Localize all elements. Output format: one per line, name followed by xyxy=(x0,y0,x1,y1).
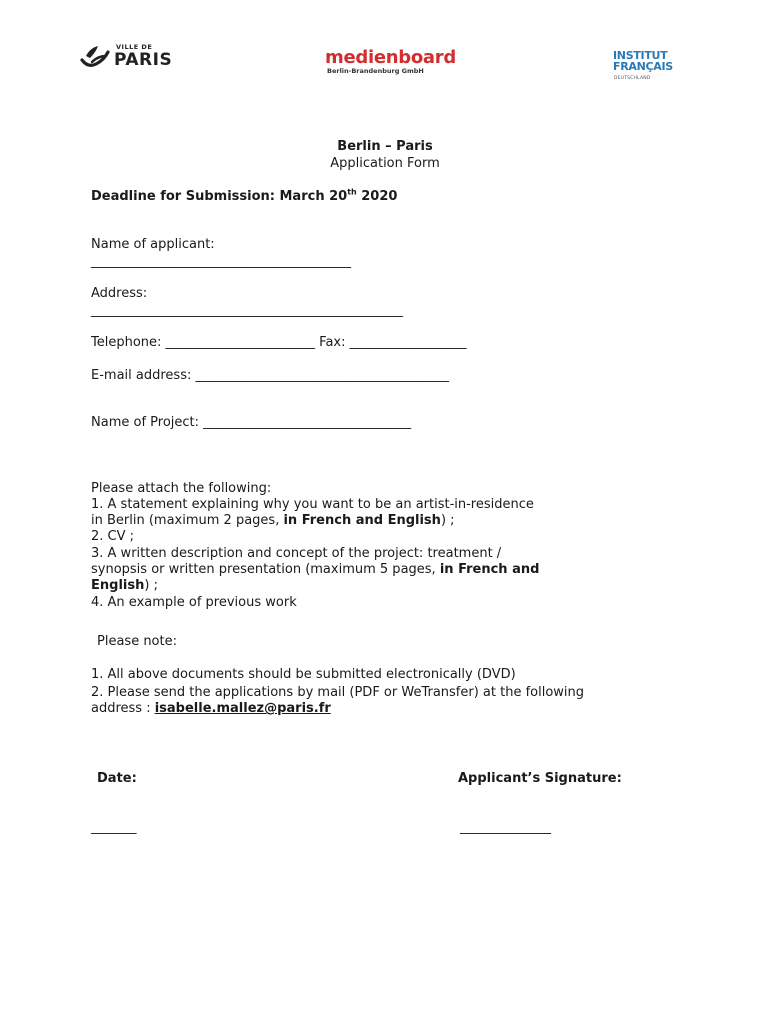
attach-item-1-end: ) ; xyxy=(440,513,455,528)
paris-logo-main-text: PARIS xyxy=(114,50,173,70)
address-label: Address: xyxy=(91,286,148,301)
attach-item-2: 2. CV ; xyxy=(91,529,135,544)
paris-logo-small-text: VILLE DE xyxy=(116,43,153,51)
form-subtitle: Application Form xyxy=(330,156,440,171)
medienboard-logo-subtext: Berlin-Brandenburg GmbH xyxy=(327,67,424,75)
applicant-name-line: ________________________________________ xyxy=(91,254,351,269)
institut-logo-line1: INSTITUT xyxy=(613,49,668,62)
project-name-line: Name of Project: ________________________________ xyxy=(91,415,412,430)
note-item-2-cont xyxy=(91,701,331,717)
paris-emblem-icon xyxy=(78,42,112,72)
note-item-2: 2. Please send the applications by mail (PDF or WeTransfer) at the following xyxy=(91,685,585,700)
applicant-name-label: Name of applicant: xyxy=(91,237,215,252)
attach-item-3-text: synopsis or written presentation (maximum 5 pages, xyxy=(91,562,440,577)
attach-intro: Please attach the following: xyxy=(91,481,272,496)
attach-item-1: 1. A statement explaining why you want to be an artist-in-residence xyxy=(91,497,534,512)
form-title: Berlin – Paris xyxy=(337,139,433,154)
email-line: E-mail address: _______________________________________ xyxy=(91,368,449,383)
telephone-fax-line: Telephone: _______________________ Fax: __________________ xyxy=(91,335,467,350)
contact-email-link[interactable]: isabelle.mallez@paris.fr xyxy=(154,701,331,716)
deadline-line xyxy=(91,189,397,205)
attach-item-3-bold: in French and xyxy=(439,562,540,577)
note-title: Please note: xyxy=(97,634,177,649)
ville-de-paris-logo xyxy=(78,42,178,72)
date-line: _______ xyxy=(91,820,137,835)
signature-label: Applicant’s Signature: xyxy=(458,771,622,786)
note-item-1: 1. All above documents should be submitted electronically (DVD) xyxy=(91,667,516,682)
deadline-superscript: th xyxy=(347,187,357,197)
note-address-label: address : xyxy=(91,701,155,716)
deadline-year: 2020 xyxy=(356,189,398,204)
medienboard-logo-text: medienboard xyxy=(325,47,456,68)
attach-item-3-cont xyxy=(91,562,539,578)
institut-logo-line2: FRANÇAIS xyxy=(613,60,673,73)
medienboard-logo xyxy=(325,47,455,75)
attach-item-1-bold: in French and English xyxy=(283,513,441,528)
address-line: ________________________________________________ xyxy=(91,303,403,318)
attach-item-3: 3. A written description and concept of the project: treatment / xyxy=(91,546,502,561)
date-label: Date: xyxy=(97,771,137,786)
signature-line: ______________ xyxy=(460,820,551,835)
deadline-label: Deadline for Submission: March 20 xyxy=(91,189,348,204)
attach-item-3-end xyxy=(91,578,158,594)
attach-item-3-tail: ) ; xyxy=(144,578,158,593)
institut-francais-logo xyxy=(612,48,682,84)
attach-item-3-bold-2: English xyxy=(91,578,145,593)
attach-item-1-text: in Berlin (maximum 2 pages, xyxy=(91,513,284,528)
attach-item-4: 4. An example of previous work xyxy=(91,595,297,610)
attach-item-1-cont xyxy=(91,513,455,529)
institut-logo-line3: DEUTSCHLAND xyxy=(614,76,651,81)
